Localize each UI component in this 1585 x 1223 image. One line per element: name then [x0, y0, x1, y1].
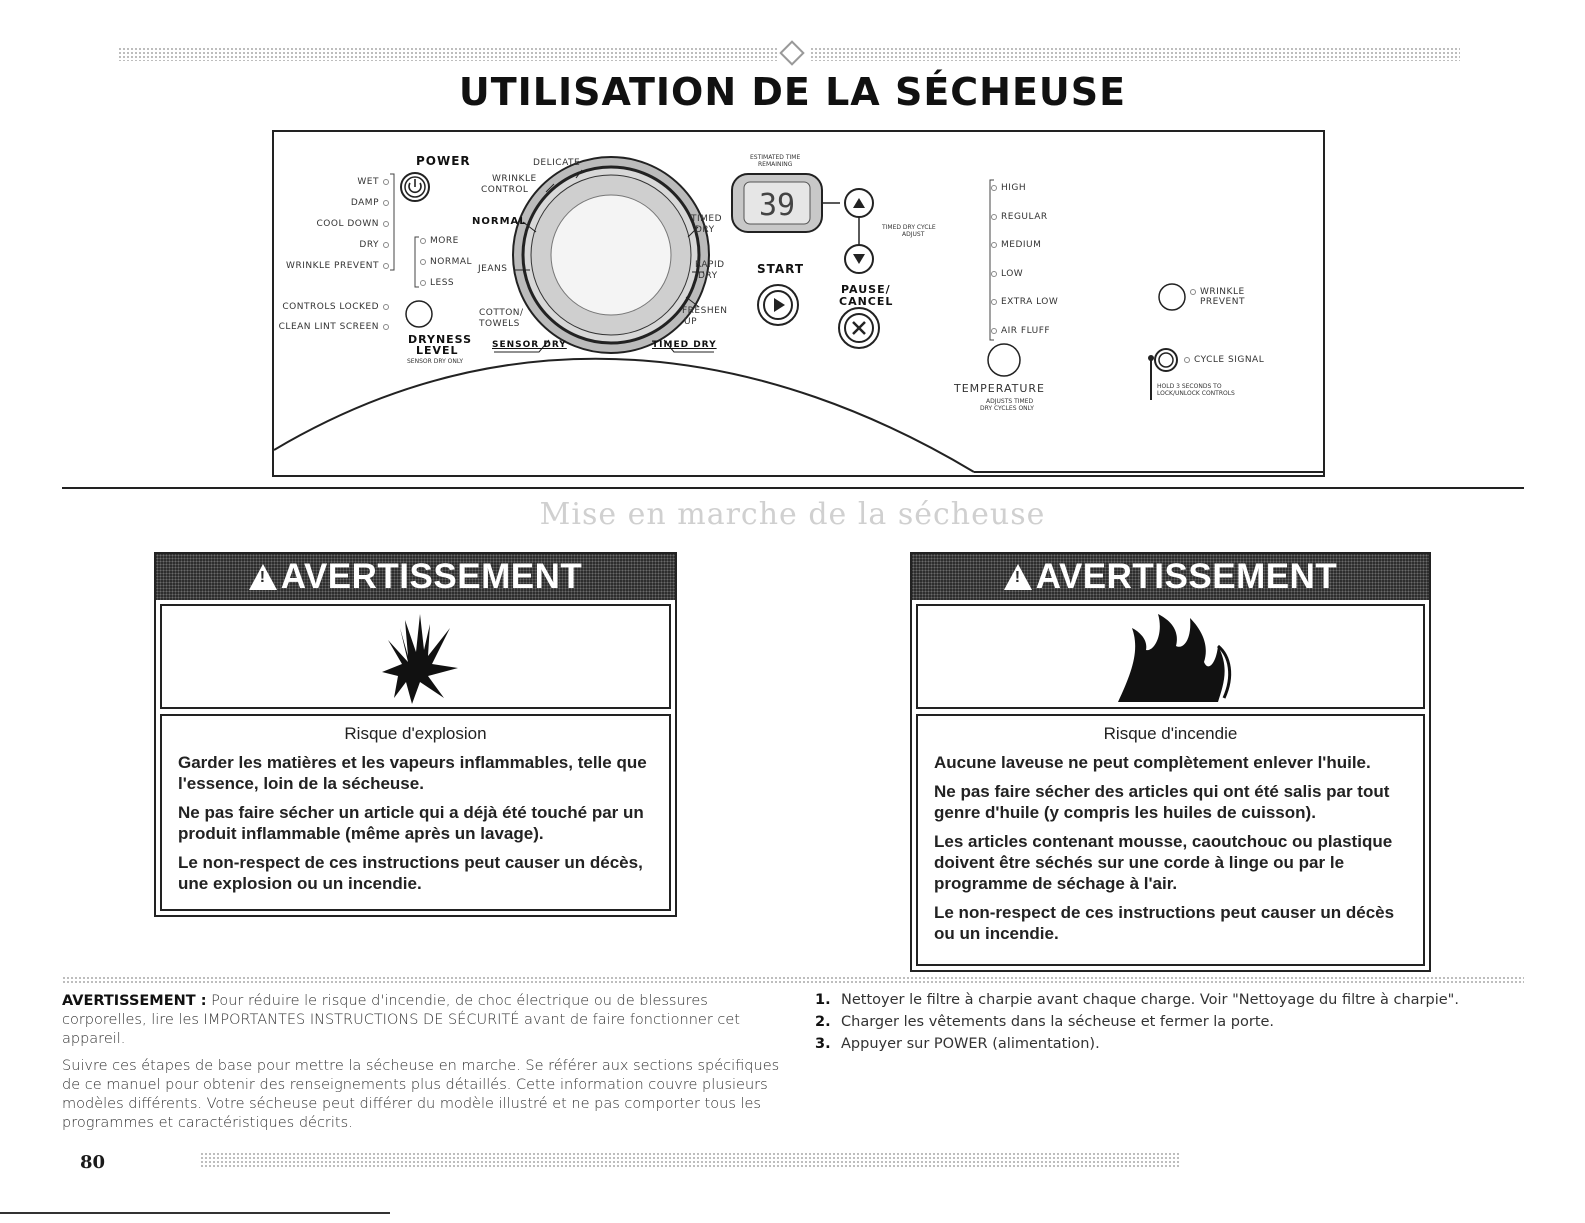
- temperature-note-2: DRY CYCLES ONLY: [980, 405, 1034, 412]
- warning-triangle-icon: [249, 564, 277, 590]
- group-timed-dry: TIMED DRY: [652, 340, 717, 350]
- display-label-2: REMAINING: [758, 161, 793, 168]
- control-panel-illustration: [272, 130, 1325, 477]
- cycle-rapid-dry-1: RAPID: [695, 260, 725, 270]
- start-label: START: [757, 262, 805, 276]
- warning-icon-box: [916, 604, 1425, 709]
- section-divider: [62, 487, 1524, 489]
- steps-list: [815, 992, 1515, 1058]
- top-decor-band-left: [118, 47, 778, 61]
- dryness-less: LESS: [420, 278, 454, 288]
- bottom-decor-band: [200, 1152, 1180, 1168]
- dryness-note: SENSOR DRY ONLY: [407, 358, 464, 365]
- intro-paragraph: Suivre ces étapes de base pour mettre la sécheuse en marche. Se référer aux sections spécifiques de ce manuel pour obtenir des renseignements plus détaillés. Cette information couvre plusieurs modèles différents. Votre sécheuse peut différer du modèle illustré et ne pas comporter tous les programmes et caractéristiques décrits.: [62, 1058, 780, 1131]
- top-decor-band-right: [810, 47, 1460, 61]
- timed-adjust-2: ADJUST: [902, 231, 925, 238]
- cycle-signal-label: CYCLE SIGNAL: [1184, 355, 1264, 365]
- power-label: POWER: [416, 154, 471, 168]
- timed-adjust-1: TIMED DRY CYCLE: [882, 224, 936, 231]
- cycle-normal: NORMAL: [472, 216, 527, 227]
- status-wet: WET: [357, 177, 389, 187]
- cycle-freshen-up-2: UP: [684, 317, 698, 327]
- mid-decor-band: [62, 976, 1524, 984]
- dryness-label-2: LEVEL: [416, 344, 459, 357]
- warning-line: Le non-respect de ces instructions peut causer un décès, une explosion ou un incendie.: [178, 853, 643, 893]
- status-clean-lint-screen: CLEAN LINT SCREEN: [279, 322, 389, 332]
- status-damp: DAMP: [351, 198, 389, 208]
- status-controls-locked: CONTROLS LOCKED: [282, 302, 389, 312]
- warning-line: Ne pas faire sécher un article qui a déjà été touché par un produit inflammable (même après un lavage).: [178, 803, 644, 843]
- pause-label-2: CANCEL: [839, 295, 894, 308]
- cycle-timed-dry-1: TIMED: [691, 214, 723, 224]
- warning-line: Les articles contenant mousse, caoutchouc ou plastique doivent être séchés sur une corde à linge ou par le programme de séchage à l'air.: [934, 832, 1393, 893]
- temp-medium: MEDIUM: [991, 240, 1041, 250]
- display-label-1: ESTIMATED TIME: [750, 154, 801, 161]
- warning-box-explosion: [154, 552, 677, 917]
- control-panel-drawing: [274, 132, 1323, 475]
- explosion-icon: [162, 606, 673, 707]
- dryness-button-shape: [406, 301, 432, 327]
- warning-header: [156, 554, 675, 600]
- wrinkle-prevent-label-1: WRINKLE: [1190, 287, 1245, 297]
- cycle-rapid-dry-2: DRY: [698, 271, 718, 281]
- temp-low: LOW: [991, 269, 1023, 279]
- warning-box-fire: [910, 552, 1431, 972]
- group-sensor-dry: SENSOR DRY: [492, 340, 567, 350]
- temperature-label: TEMPERATURE: [954, 382, 1045, 395]
- step-item: 3. Appuyer sur POWER (alimentation).: [815, 1036, 1100, 1052]
- warning-line: Aucune laveuse ne peut complètement enlever l'huile.: [934, 753, 1371, 772]
- cycle-wrinkle-control-1: WRINKLE: [492, 174, 537, 184]
- status-wrinkle-prevent: WRINKLE PREVENT: [286, 261, 389, 271]
- cycle-delicate: DELICATE: [533, 158, 581, 168]
- intro-warning-lead: AVERTISSEMENT :: [62, 993, 207, 1009]
- warning-line: Ne pas faire sécher des articles qui ont été salis par tout genre d'huile (y compris les huiles de cuisson).: [934, 782, 1390, 822]
- cycle-cotton-2: TOWELS: [479, 319, 520, 329]
- lock-note-1: HOLD 3 SECONDS TO: [1157, 383, 1222, 390]
- temp-high: HIGH: [991, 183, 1026, 193]
- status-dry: DRY: [359, 240, 389, 250]
- warning-line: Le non-respect de ces instructions peut causer un décès ou un incendie.: [934, 903, 1395, 943]
- cycle-timed-dry-2: DRY: [695, 225, 715, 235]
- step-item: 2. Charger les vêtements dans la sécheuse et fermer la porte.: [815, 1014, 1275, 1030]
- warning-line: Garder les matières et les vapeurs inflammables, telle que l'essence, loin de la sécheuse.: [178, 753, 647, 793]
- display-digits: 39: [758, 188, 796, 223]
- warning-icon-box: [160, 604, 671, 709]
- lock-note-2: LOCK/UNLOCK CONTROLS: [1157, 390, 1235, 397]
- dryness-label-1: DRYNESS: [408, 333, 473, 346]
- top-decor-ornament: [779, 40, 804, 65]
- cycle-wrinkle-control-2: CONTROL: [481, 185, 529, 195]
- warning-body: [160, 714, 671, 911]
- page-title: UTILISATION DE LA SÉCHEUSE: [458, 70, 1127, 114]
- intro-warning-text: Pour réduire le risque d'incendie, de choc électrique ou de blessures corporelles, lire les IMPORTANTES INSTRUCTIONS DE SÉCURITÉ avant de faire fonctionner cet appareil.: [62, 993, 740, 1047]
- step-item: 1. Nettoyer le filtre à charpie avant chaque charge. Voir "Nettoyage du filtre à charpie".: [815, 992, 1459, 1008]
- fire-icon: [918, 606, 1427, 707]
- dryness-normal: NORMAL: [420, 257, 472, 267]
- intro-warning-paragraph: [62, 992, 782, 1049]
- warning-title: Risque d'incendie: [1103, 724, 1238, 743]
- temp-extra-low: EXTRA LOW: [991, 297, 1058, 307]
- warning-header-label: AVERTISSEMENT: [1035, 557, 1338, 596]
- status-cool-down: COOL DOWN: [317, 219, 389, 229]
- cycle-freshen-up-1: FRESHEN: [682, 306, 728, 316]
- temp-air-fluff: AIR FLUFF: [991, 326, 1050, 336]
- section-title: Mise en marche de la sécheuse: [539, 497, 1046, 532]
- wrinkle-prevent-label-2: PREVENT: [1200, 297, 1245, 307]
- cycle-cotton-1: COTTON/: [479, 308, 524, 318]
- cycle-jeans: JEANS: [478, 264, 508, 274]
- warning-title: Risque d'explosion: [344, 724, 487, 743]
- warning-triangle-icon: [1004, 564, 1032, 590]
- warning-body: [916, 714, 1425, 966]
- pause-label-1: PAUSE/: [841, 283, 891, 296]
- temp-regular: REGULAR: [991, 212, 1048, 222]
- bottom-rule: [0, 1212, 390, 1214]
- dryness-more: MORE: [420, 236, 459, 246]
- temperature-note-1: ADJUSTS TIMED: [986, 398, 1034, 405]
- warning-header-label: AVERTISSEMENT: [280, 557, 583, 596]
- warning-header: [912, 554, 1429, 600]
- page-number: 80: [80, 1152, 106, 1173]
